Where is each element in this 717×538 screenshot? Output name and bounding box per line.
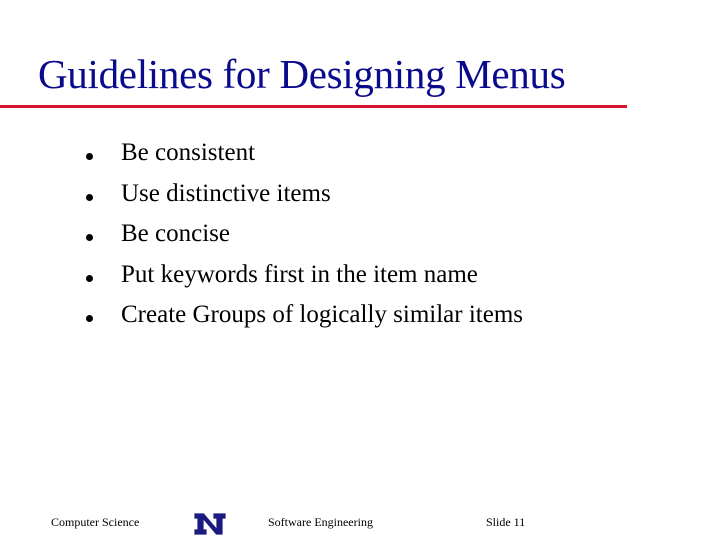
bullet-dot-icon <box>86 315 93 322</box>
bullet-dot-icon <box>86 194 93 201</box>
title-underline-rule <box>0 105 627 108</box>
footer-department: Computer Science <box>51 515 140 529</box>
bullet-dot-icon <box>86 234 93 241</box>
bullet-text: Use distinctive items <box>121 179 331 207</box>
bullet-text: Be concise <box>121 220 230 247</box>
bullet-text: Be consistent <box>121 139 256 166</box>
slide-title: Guidelines for Designing Menus <box>38 51 566 97</box>
bullet-text: Create Groups of logically similar items <box>121 301 523 328</box>
bullet-dot-icon <box>86 275 93 282</box>
footer-course: Software Engineering <box>268 515 373 529</box>
footer-slide-number: Slide 11 <box>486 515 526 529</box>
bullet-text: Put keywords first in the item name <box>121 260 478 288</box>
bullet-dot-icon <box>86 153 93 160</box>
block-n-logo-icon <box>193 512 227 536</box>
